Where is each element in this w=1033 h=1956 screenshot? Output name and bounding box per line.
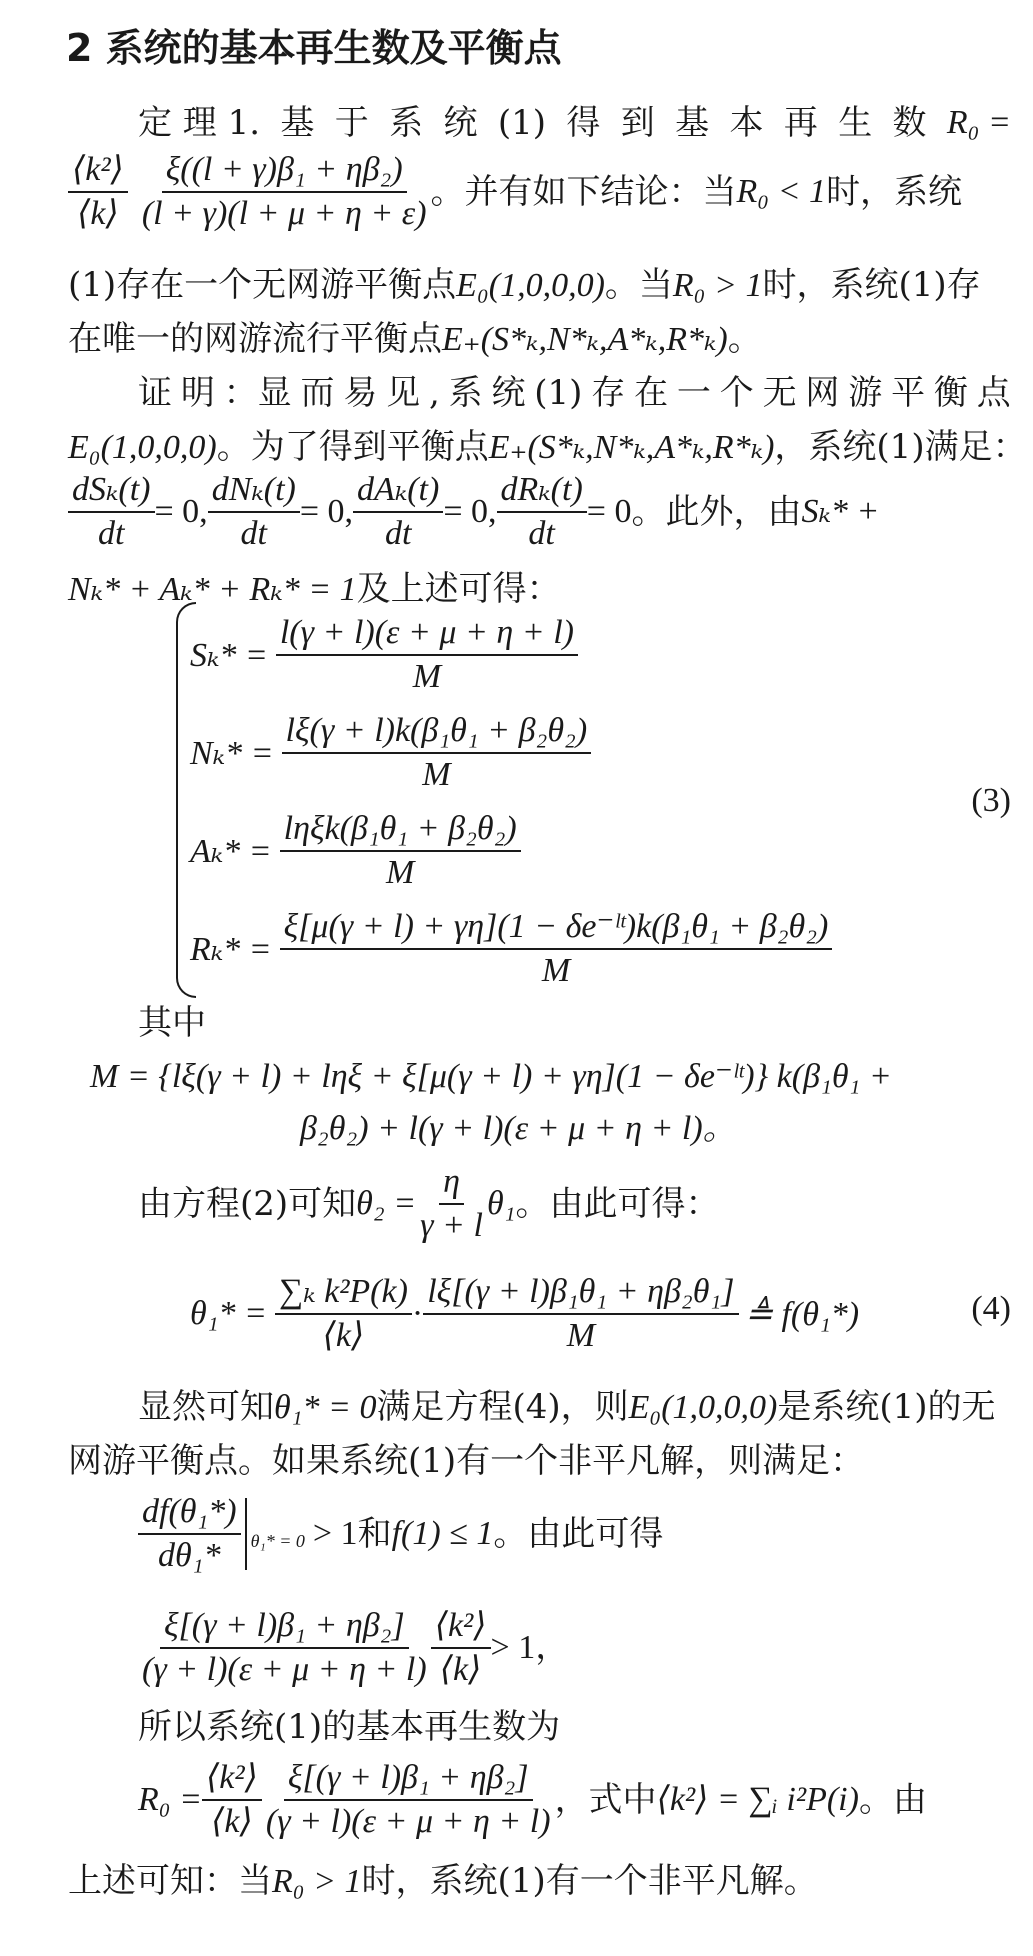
eval-at-zero: θ₁* = 0	[250, 1531, 305, 1551]
theorem-text: 时，系统	[826, 172, 963, 212]
proof-word: 一	[676, 373, 711, 413]
conclusion-text: 时，系统(1)有一个非平凡解。	[361, 1861, 818, 1901]
after4-line-2: 网游平衡点。如果系统(1)有一个非平凡解，则满足：	[68, 1441, 865, 1481]
row-numerator: lηξk(β₁θ₁ + β₂θ₂)	[280, 808, 521, 852]
row-denominator: M	[386, 854, 415, 891]
proof-word: 个	[719, 373, 754, 413]
m-definition-line-1: M = {lξ(γ + l) + lηξ + ξ[μ(γ + l) + γη](1 − δe⁻ˡᵗ)} k(β₁θ₁ +	[90, 1058, 892, 1095]
derivative-condition	[138, 1486, 1011, 1582]
proof-word: 平	[891, 373, 926, 413]
proof-word: 点	[976, 373, 1011, 413]
conclusion-text: 。由	[858, 1780, 927, 1820]
dt: dt	[240, 515, 267, 552]
equals-zero: = 0	[586, 493, 632, 530]
dR-fraction	[497, 469, 587, 555]
proof-word: (1)	[534, 373, 583, 413]
r0-equals: R₀ =	[946, 104, 1011, 141]
and-text: 和	[357, 1514, 392, 1554]
row-lhs: Nₖ* =	[190, 735, 274, 772]
theorem-line-4	[68, 316, 1011, 363]
theorem-text: 。	[727, 319, 762, 359]
after4-text: 是系统(1)的无	[777, 1387, 996, 1427]
k2-mean: ⟨k²⟩	[68, 149, 128, 193]
theorem-word: 本	[729, 103, 764, 143]
theorem-text: 。当	[604, 265, 673, 305]
k2-definition: ⟨k²⟩ = ∑ᵢ i²P(i)	[656, 1781, 859, 1818]
k-ratio-fraction	[68, 149, 128, 235]
k-mean: ⟨k⟩	[439, 1651, 482, 1688]
row-fraction	[280, 808, 521, 894]
dt: dt	[528, 515, 555, 552]
theorem-word: 统	[443, 103, 478, 143]
f1-leq-1: f(1) ≤ 1	[391, 1515, 494, 1552]
theorem-word: 基	[675, 103, 710, 143]
proof-word: 系	[448, 373, 483, 413]
k-mean: ⟨k⟩	[211, 1803, 253, 1840]
theorem-word: (1)	[497, 103, 547, 143]
proof-word: 衡	[933, 373, 968, 413]
equation-number-3: (3)	[971, 782, 1011, 819]
dS-numerator: dSₖ(t)	[68, 469, 155, 513]
theorem-word: 系	[389, 103, 424, 143]
conclusion-line-3	[68, 1858, 1011, 1905]
proof-word: 明	[180, 373, 215, 413]
dA-fraction	[353, 469, 443, 555]
proof-word: 而	[300, 373, 335, 413]
inequality-fraction	[138, 1605, 431, 1691]
theorem-text: 。并有如下结论：当	[430, 172, 737, 212]
proof-word: 无	[762, 373, 797, 413]
proof-text: 及上述可得：	[356, 569, 561, 609]
row-fraction	[282, 710, 592, 796]
row-fraction	[280, 906, 833, 992]
after4-text: 满足方程(4)，则	[376, 1387, 629, 1427]
dot-operator: ·	[411, 1295, 424, 1332]
r0-final-denominator: (γ + l)(ε + μ + η + l)	[265, 1803, 551, 1840]
dt: dt	[98, 515, 125, 552]
rate-numerator: lξ[(γ + l)β₁θ₁ + ηβ₂θ₁]	[423, 1271, 738, 1315]
r0-less-condition: R₀ < 1	[736, 173, 827, 210]
row-numerator: lξ(γ + l)k(β₁θ₁ + β₂θ₂)	[282, 710, 592, 754]
e-plus-point: E₊(S*ₖ,N*ₖ,A*ₖ,R*ₖ)	[442, 321, 728, 358]
conclusion-text: 上述可知：当	[68, 1861, 272, 1901]
proof-word: 见	[386, 373, 421, 413]
rate-fraction	[423, 1271, 738, 1357]
proof-word: 统	[491, 373, 526, 413]
section-heading: 2 系统的基本再生数及平衡点	[66, 26, 562, 70]
row-denominator: M	[412, 658, 442, 695]
greater-than-one: > 1	[312, 1515, 358, 1552]
proof-line-2	[68, 424, 1027, 471]
proof-word: 存	[591, 373, 626, 413]
row-denominator: M	[422, 756, 451, 793]
proof-word: 网	[805, 373, 840, 413]
proof-word: 易	[343, 373, 378, 413]
after4-text: 。由此可得	[493, 1514, 664, 1554]
proof-word: 在	[634, 373, 669, 413]
theta2-fraction	[416, 1161, 487, 1247]
dN-numerator: dNₖ(t)	[208, 469, 300, 513]
k-ratio-fraction	[202, 1757, 262, 1843]
equals-zero: = 0,	[299, 493, 354, 530]
equation-number-4: (4)	[971, 1290, 1011, 1327]
where-label: 其中	[138, 1003, 206, 1043]
after4-text: 显然可知	[138, 1387, 274, 1427]
row-numerator: l(γ + l)(ε + μ + η + l)	[276, 612, 578, 656]
row-numerator: ξ[μ(γ + l) + γη](1 − δe⁻ˡᵗ)k(β₁θ₁ + β₂θ₂)	[280, 906, 833, 950]
r0-numerator: ξ((l + γ)β₁ + ηβ₂)	[162, 149, 407, 193]
dN-fraction	[208, 469, 300, 555]
proof-text: ，系统(1)满足：	[774, 427, 1027, 467]
sk-star: Sₖ* +	[801, 493, 880, 530]
theta2-equals: θ₂ =	[356, 1185, 417, 1222]
r0-fraction	[138, 149, 431, 235]
row-lhs: Rₖ* =	[190, 931, 272, 968]
proof-word: 游	[848, 373, 883, 413]
r0-denominator: (l + γ)(l + μ + η + ε)	[141, 195, 427, 232]
conclusion-line-1: 所以系统(1)的基本再生数为	[138, 1707, 561, 1747]
e0-point: E₀(1,0,0,0)	[68, 429, 217, 466]
r0-equals: R₀ =	[138, 1781, 203, 1818]
proof-text: 。此外，由	[631, 492, 802, 532]
theorem-word: 再	[783, 103, 818, 143]
row-lhs: Sₖ* =	[190, 637, 268, 674]
after4-line-1	[138, 1384, 1011, 1431]
system-row-s	[190, 612, 578, 698]
conclusion-text: ，式中	[554, 1780, 657, 1820]
proof-text: 。为了得到平衡点	[216, 427, 489, 467]
e0-point: E₀(1,0,0,0)	[628, 1389, 778, 1426]
theorem-text: 在唯一的网游流行平衡点	[68, 319, 442, 359]
evaluation-bar	[245, 1498, 247, 1570]
theta1: θ₁	[486, 1185, 516, 1222]
k-mean: ⟨k⟩	[322, 1317, 365, 1354]
k-mean: ⟨k⟩	[77, 195, 119, 232]
eta: η	[439, 1161, 464, 1205]
eq2-text: 。由此可得：	[515, 1184, 720, 1224]
theorem-word: 基	[280, 103, 315, 143]
gamma-plus-l: γ + l	[420, 1207, 483, 1244]
k2-mean: ⟨k²⟩	[431, 1605, 491, 1649]
theorem-word: 到	[620, 103, 655, 143]
theorem-line-1	[138, 100, 1011, 146]
dR-numerator: dRₖ(t)	[497, 469, 587, 513]
proof-word: ：显	[223, 373, 292, 413]
m-definition-line-2: β₂θ₂) + l(γ + l)(ε + μ + η + l)。	[300, 1110, 737, 1147]
equals-zero: = 0,	[443, 493, 497, 530]
r0-greater-condition: R₀ > 1	[672, 267, 763, 304]
theta-zero: θ₁* = 0	[274, 1389, 377, 1426]
proof-line-4	[68, 566, 1011, 613]
row-denominator: M	[541, 952, 571, 989]
ineq-numerator: ξ[(γ + l)β₁ + ηβ₂]	[160, 1605, 409, 1649]
dt: dt	[384, 515, 412, 552]
eq2-text: 由方程(2)可知	[138, 1184, 357, 1224]
r0-final-numerator: ξ[(γ + l)β₁ + ηβ₂]	[284, 1757, 533, 1801]
greater-than-one: > 1，	[490, 1629, 570, 1666]
M: M	[566, 1317, 596, 1354]
derivative-fraction	[138, 1491, 241, 1577]
system-row-a	[190, 808, 521, 894]
e0-point: E₀(1,0,0,0)	[456, 267, 605, 304]
theorem-word: 得	[566, 103, 601, 143]
theorem-text: 时，系统(1)存	[762, 265, 981, 305]
r0-final-fraction	[262, 1757, 555, 1843]
theorem-line-2	[68, 148, 1011, 236]
dA-numerator: dAₖ(t)	[353, 469, 443, 513]
e-plus-point: E₊(S*ₖ,N*ₖ,A*ₖ,R*ₖ)	[488, 429, 775, 466]
system-row-r	[190, 906, 832, 992]
theorem-label: 定 理 1.	[138, 103, 261, 143]
equilibrium-conditions	[68, 468, 1011, 556]
theta1-star-equals: θ₁* =	[190, 1295, 267, 1332]
proof-word: ,	[428, 373, 440, 413]
dS-fraction	[68, 469, 155, 555]
theorem-text: (1)存在一个无网游平衡点	[68, 265, 457, 305]
equals-zero: = 0,	[154, 493, 208, 530]
ineq-denominator: (γ + l)(ε + μ + η + l)	[142, 1651, 427, 1688]
row-fraction	[276, 612, 578, 698]
proof-word: 证	[138, 373, 172, 413]
inequality	[138, 1600, 1011, 1696]
k-ratio-fraction	[431, 1605, 491, 1691]
equation-4	[190, 1264, 859, 1364]
sum-k2pk: ∑ₖ k²P(k)	[275, 1271, 412, 1315]
k2-mean: ⟨k²⟩	[202, 1757, 262, 1801]
r0-greater-condition: R₀ > 1	[272, 1863, 362, 1900]
system-row-n	[190, 710, 591, 796]
theorem-line-3	[68, 262, 1011, 309]
df-theta: df(θ₁*)	[138, 1491, 241, 1535]
theta2-line	[138, 1160, 1011, 1248]
theorem-word: 数	[892, 103, 927, 143]
row-lhs: Aₖ* =	[190, 833, 272, 870]
r0-final	[138, 1752, 1011, 1848]
theorem-word: 于	[334, 103, 369, 143]
degree-fraction	[275, 1271, 412, 1357]
dtheta: dθ₁*	[158, 1537, 221, 1574]
theorem-word: 生	[838, 103, 873, 143]
sum-equals-one: Nₖ* + Aₖ* + Rₖ* = 1	[68, 571, 357, 608]
proof-line-1	[138, 370, 1011, 416]
f-of-theta: ≜ f(θ₁*)	[744, 1296, 860, 1333]
